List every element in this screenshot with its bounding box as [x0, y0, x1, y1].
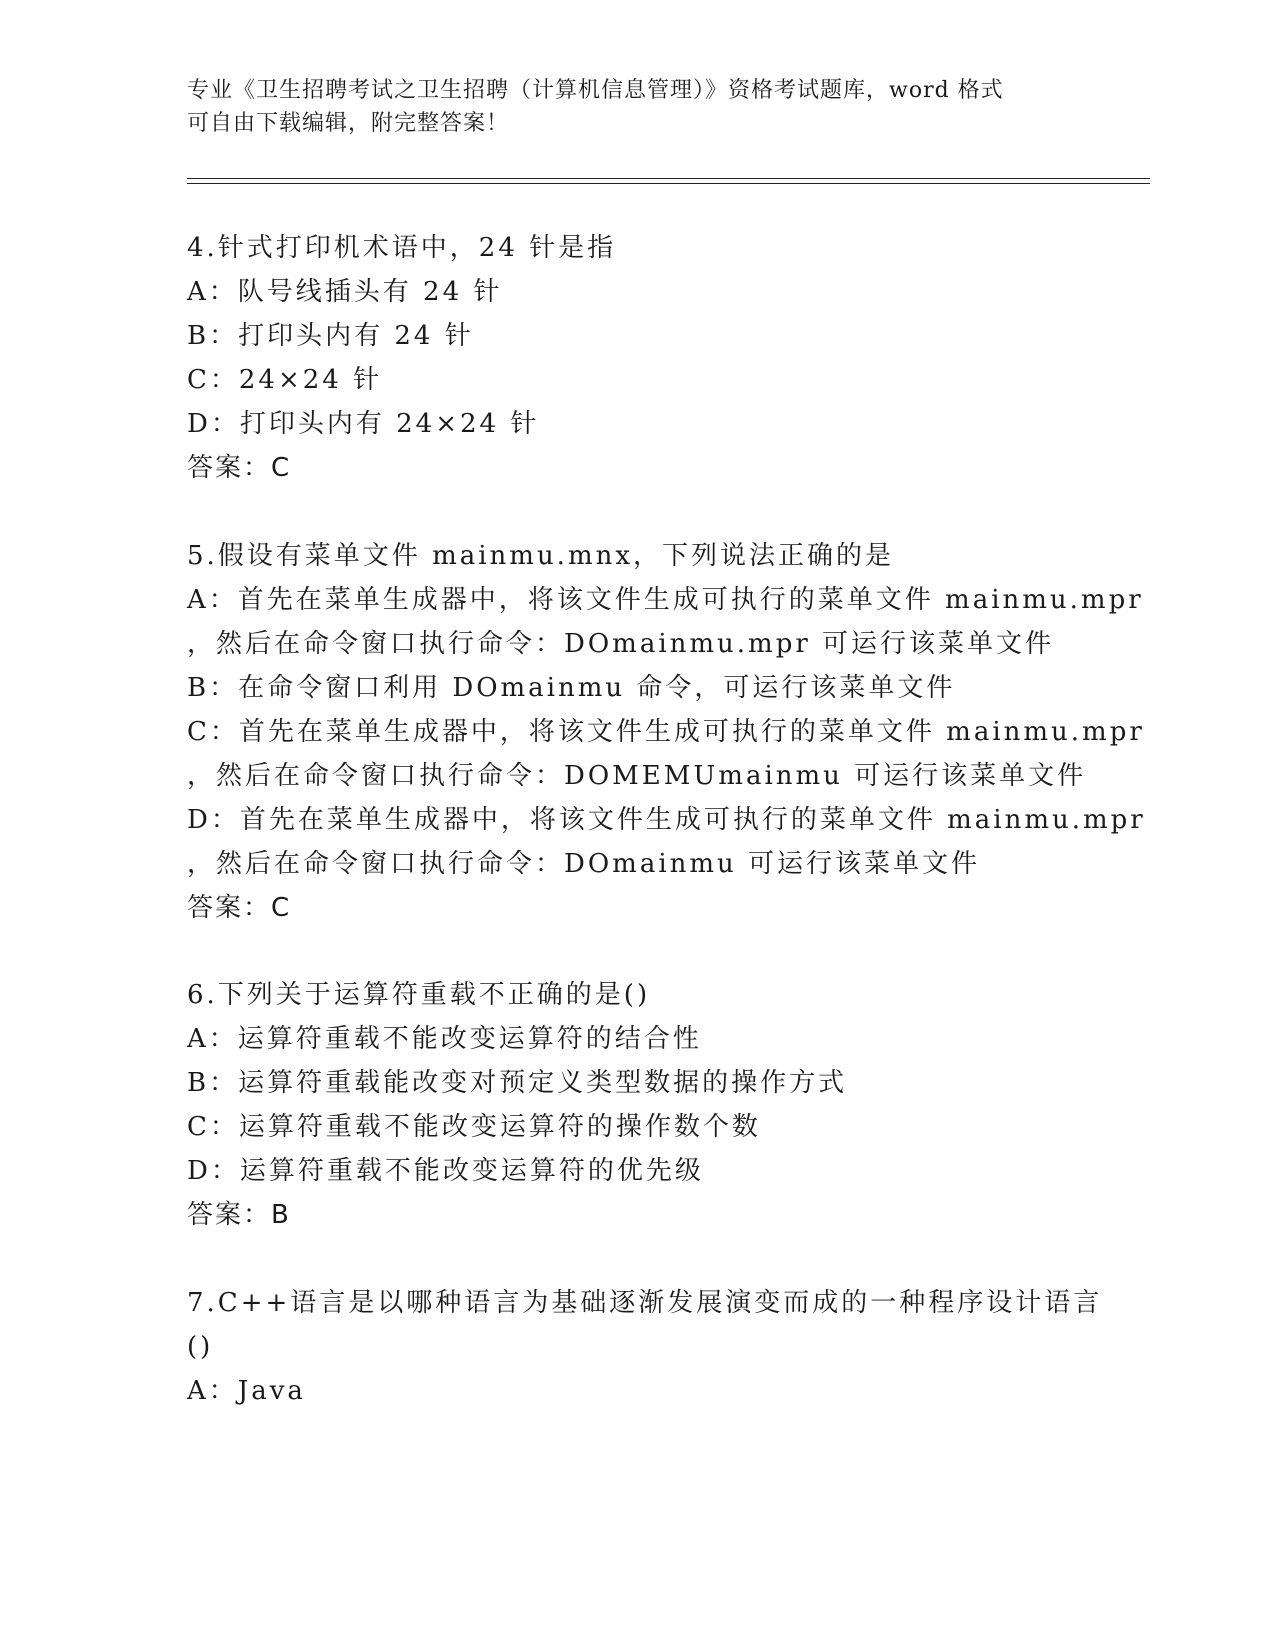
- question-5-option-c-cont: ，然后在命令窗口执行命令：DOMEMUmainmu 可运行该菜单文件: [187, 761, 1087, 791]
- header-line-2: 可自由下载编辑，附完整答案！: [187, 111, 510, 136]
- header-line-1: 专业《卫生招聘考试之卫生招聘（计算机信息管理）》资格考试题库，word 格式: [187, 78, 1004, 103]
- question-4-option-c: C：24×24 针: [187, 365, 383, 395]
- question-5-option-a: A：首先在菜单生成器中，将该文件生成可执行的菜单文件 mainmu.mpr: [187, 585, 1144, 615]
- question-5-option-b: B：在命令窗口利用 DOmainmu 命令，可运行该菜单文件: [187, 673, 956, 703]
- document-header: [187, 74, 1087, 140]
- question-5-answer: 答案：C: [187, 893, 292, 923]
- question-4-option-b: B：打印头内有 24 针: [187, 321, 474, 351]
- question-4-option-d: D：打印头内有 24×24 针: [187, 409, 540, 439]
- question-7-stem: 7.C++语言是以哪种语言为基础逐渐发展演变而成的一种程序设计语言: [187, 1288, 1103, 1318]
- question-5-option-c: C：首先在菜单生成器中，将该文件生成可执行的菜单文件 mainmu.mpr: [187, 717, 1145, 747]
- question-4-answer: 答案：C: [187, 453, 292, 483]
- question-5-option-d: D：首先在菜单生成器中，将该文件生成可执行的菜单文件 mainmu.mpr: [187, 805, 1146, 835]
- question-4-stem: 4.针式打印机术语中，24 针是指: [187, 233, 617, 263]
- question-6-stem: 6.下列关于运算符重载不正确的是(): [187, 980, 651, 1010]
- question-7-stem-cont: (): [187, 1332, 214, 1362]
- question-5-option-d-cont: ，然后在命令窗口执行命令：DOmainmu 可运行该菜单文件: [187, 849, 981, 879]
- question-6-option-a: A：运算符重载不能改变运算符的结合性: [187, 1024, 702, 1054]
- question-7-option-a: A：Java: [187, 1376, 306, 1406]
- header-divider-bottom: [187, 183, 1150, 184]
- question-6-answer: 答案：B: [187, 1200, 291, 1230]
- question-6-option-b: B：运算符重载能改变对预定义类型数据的操作方式: [187, 1068, 848, 1098]
- header-divider-top: [187, 178, 1150, 179]
- question-5-option-a-cont: ，然后在命令窗口执行命令：DOmainmu.mpr 可运行该菜单文件: [187, 629, 1055, 659]
- question-5-stem: 5.假设有菜单文件 mainmu.mnx，下列说法正确的是: [187, 541, 895, 571]
- question-4-option-a: A：队号线插头有 24 针: [187, 277, 503, 307]
- question-6-option-d: D：运算符重载不能改变运算符的优先级: [187, 1156, 704, 1186]
- question-6-option-c: C：运算符重载不能改变运算符的操作数个数: [187, 1112, 761, 1142]
